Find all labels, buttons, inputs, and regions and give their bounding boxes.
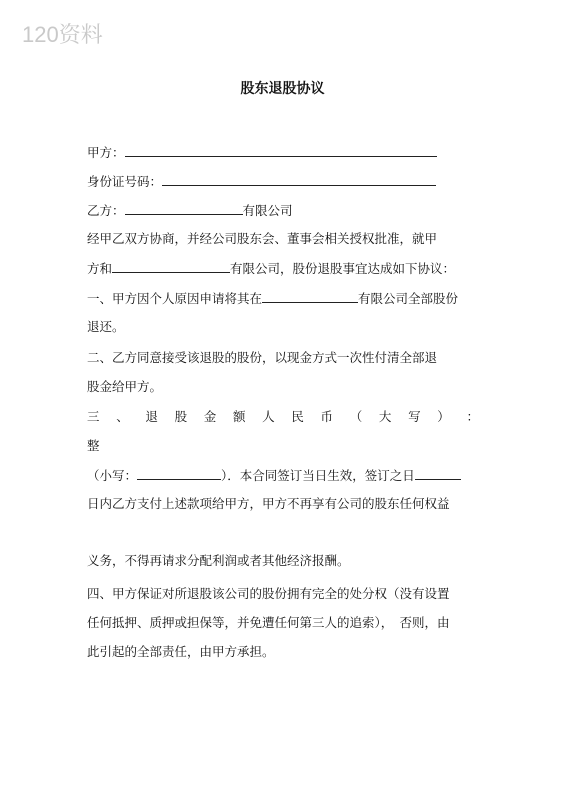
clause-4-line-2: 任何抵押、质押或担保等，并免遭任何第三人的追索）， 否则，由 <box>87 615 450 630</box>
clause-3-char: 退 <box>145 409 158 424</box>
clause-3-char: 金 <box>203 409 217 424</box>
clause-3-small-prefix: （小写： <box>87 468 138 483</box>
clause-3-char: 写 <box>408 409 421 424</box>
clause-1-line-1 <box>87 289 458 308</box>
party-a-blank <box>125 143 437 157</box>
id-number-line <box>87 172 436 191</box>
clause-3-char: 股 <box>174 409 188 424</box>
paragraph-intro-line-2 <box>87 259 455 278</box>
party-b-company-blank <box>125 201 243 215</box>
clause-3-char: 额 <box>232 409 246 424</box>
clause-3-line-3 <box>87 466 461 485</box>
clause-3-char: （ <box>349 409 363 424</box>
intro-suffix: 有限公司，股份退股事宜达成如下协议： <box>230 261 456 276</box>
clause-2-line-1: 二、乙方同意接受该退股的股份，以现金方式一次性付清全部退 <box>87 350 438 365</box>
clause-3-effective-text: ）．本合同签订当日生效，签订之日 <box>221 468 415 483</box>
clause-2-line-2: 股金给甲方。 <box>87 379 163 394</box>
intro-company-blank <box>112 259 230 273</box>
clause-3-line-1 <box>87 408 479 426</box>
clause-3-amount-blank <box>137 466 221 480</box>
clause-3-char: 人 <box>262 409 275 424</box>
clause-3-line-2: 整 <box>87 438 100 453</box>
document-title: 股东退股协议 <box>240 81 325 97</box>
clause-1-company-blank <box>262 289 358 303</box>
clause-3-char: 币 <box>320 409 334 424</box>
clause-4-line-3: 此引起的全部责任，由甲方承担。 <box>87 644 275 659</box>
clause-1-line-2: 退还。 <box>87 319 125 334</box>
clause-3-days-blank <box>415 466 461 480</box>
party-a-label: 甲方： <box>87 145 125 160</box>
intro-prefix: 方和 <box>87 261 113 276</box>
clause-1-suffix: 有限公司全部股份 <box>358 291 459 306</box>
watermark: 120资料 <box>22 22 103 47</box>
party-b-company-suffix: 有限公司 <box>242 203 293 218</box>
id-number-label: 身份证号码： <box>87 174 163 189</box>
clause-3-char: ： <box>466 409 479 424</box>
clause-3-line-5: 义务，不得再请求分配利润或者其他经济报酬。 <box>87 553 350 568</box>
clause-3-char: 民 <box>291 409 304 424</box>
party-b-line <box>87 201 293 220</box>
clause-3-line-4: 日内乙方支付上述款项给甲方，甲方不再享有公司的股东任何权益 <box>87 496 450 511</box>
clause-1-prefix: 一、甲方因个人原因申请将其在 <box>87 291 263 306</box>
clause-3-char: 、 <box>116 409 129 424</box>
id-number-blank <box>162 172 436 186</box>
clause-3-char: ） <box>437 409 450 424</box>
clause-3-char: 三 <box>87 409 100 424</box>
clause-3-char: 大 <box>378 409 392 424</box>
party-b-label: 乙方： <box>87 203 125 218</box>
clause-4-line-1: 四、甲方保证对所退股该公司的股份拥有完全的处分权（没有设置 <box>87 586 450 601</box>
party-a-line <box>87 143 437 162</box>
paragraph-intro-line-1: 经甲乙双方协商，并经公司股东会、董事会相关授权批准，就甲 <box>87 231 438 246</box>
